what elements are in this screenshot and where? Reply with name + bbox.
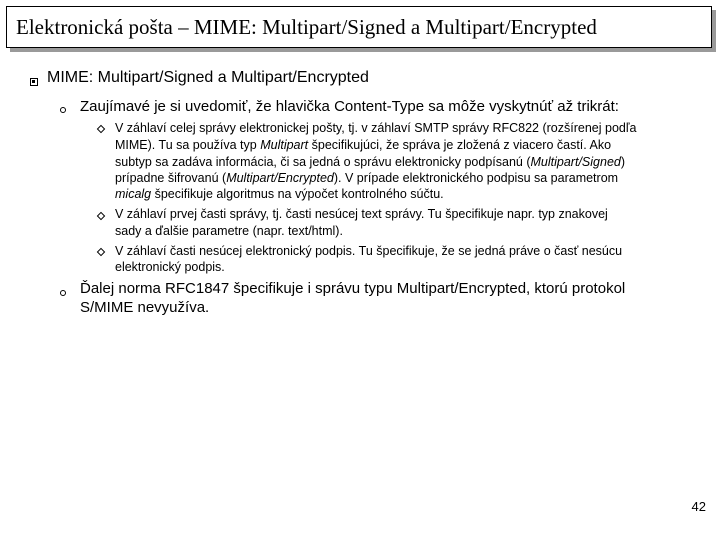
sub-3-line-1: V záhlaví časti nesúcej elektronický podpis. Tu špecifikuje, že se jedná práve o časť nesúcu [115,244,623,258]
slide-title: Elektronická pošta – MIME: Multipart/Signed a Multipart/Encrypted [16,15,597,39]
point-2-line-1: Ďalej norma RFC1847 špecifikuje i správu typu Multipart/Encrypted, ktorú protokol [80,280,626,297]
slide-title-box [6,6,712,48]
circle-bullet-icon [60,107,66,113]
diamond-bullet-icon [97,212,105,220]
sub-3-line-2: elektronický podpis. [115,260,225,274]
sub-1-line-5: micalg špecifikuje algoritmus na výpočet kontrolného súčtu. [115,187,444,201]
section-heading: MIME: Multipart/Signed a Multipart/Encrypted [47,69,369,86]
page-number: 42 [691,499,706,514]
sub-1-line-3: subtyp sa zadáva informácia, či sa jedná o správu elektronicky podpísanú (Multipart/Signed) [115,155,626,169]
sub-2-line-2: sady a ďalšie parametre (napr. text/html). [115,224,343,238]
diamond-bullet-icon [97,125,105,133]
circle-bullet-icon [60,290,66,296]
diamond-bullet-icon [97,248,105,256]
point-1-text: Zaujímavé je si uvedomiť, že hlavička Content-Type sa môže vyskytnúť až trikrát: [80,98,619,115]
sub-1-line-1: V záhlaví celej správy elektronickej pošty, tj. v záhlaví SMTP správy RFC822 (rozšírenej podľa [115,121,637,135]
sub-2-line-1: V záhlaví prvej časti správy, tj. časti nesúcej text správy. Tu špecifikuje napr. typ znakovej [115,207,608,221]
point-2-line-2: S/MIME nevyužíva. [80,299,210,316]
square-bullet-icon [30,78,38,86]
sub-1-line-4: prípadne šifrovanú (Multipart/Encrypted). V prípade elektronického podpisu sa parametrom [115,171,619,185]
sub-1-line-2: MIME). Tu sa používa typ Multipart špecifikujúci, že správa je zložená z viacero častí. Ako [115,138,612,152]
